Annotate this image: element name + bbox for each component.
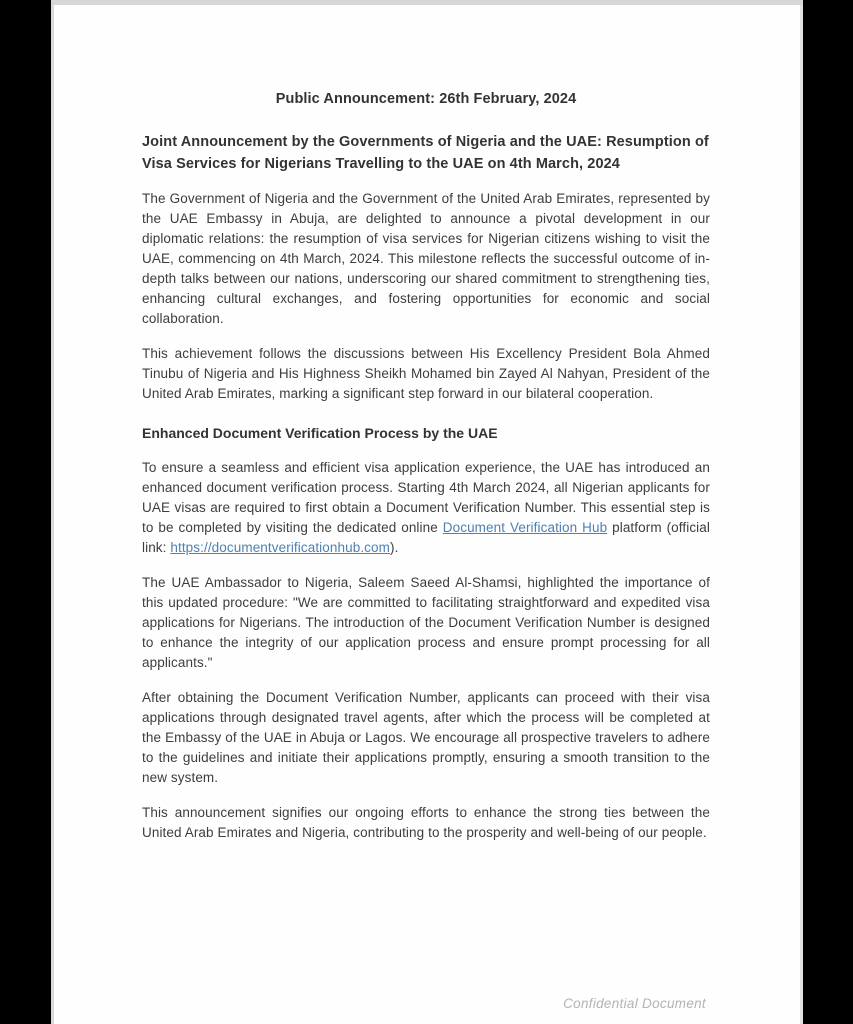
confidential-footer-label: Confidential Document xyxy=(563,996,706,1011)
paragraph-ambassador-quote: The UAE Ambassador to Nigeria, Saleem Saeed Al-Shamsi, highlighted the importance of this updated procedure: "We are committed to facilitating straightforward and expedited visa applications for Nigerians. The introduction of the Document Verification Number is designed to enhance the integrity of our application process and ensure prompt processing for all applicants." xyxy=(142,575,710,670)
document-verification-hub-link[interactable]: Document Verification Hub xyxy=(442,520,608,535)
right-black-bar xyxy=(803,0,853,1024)
paragraph-leaders: This achievement follows the discussions between His Excellency President Bola Ahmed Tinubu of Nigeria and His Highness Sheikh Mohamed bin Zayed Al Nahyan, President of the United Arab Emirates, marking a significant step forward in our bilateral cooperation. xyxy=(142,346,710,401)
verification-text-before: To ensure a seamless and efficient visa application experience, the UAE has introduced an enhanced document verification process. Starting 4th March 2024, all Nigerian applicants for UAE visas are required to first obtain a Document Verification Number. This essential step is to be completed by visiting the dedicated online xyxy=(142,460,710,535)
paragraph-introduction: The Government of Nigeria and the Government of the United Arab Emirates, represented by the UAE Embassy in Abuja, are delighted to announce a pivotal development in our diplomatic relations: the resumption of visa services for Nigerian citizens wishing to visit the UAE, commencing on 4th March, 2024. This milestone reflects the successful outcome of in-depth talks between our nations, underscoring our shared commitment to strengthening ties, enhancing cultural exchanges, and fostering opportunities for economic and social collaboration. xyxy=(142,191,710,326)
joint-announcement-heading: Joint Announcement by the Governments of Nigeria and the UAE: Resumption of Visa Services for Nigerians Travelling to the UAE on 4th March, 2024 xyxy=(142,134,709,172)
paragraph-application-process: After obtaining the Document Verification Number, applicants can proceed with their visa applications through designated travel agents, after which the process will be completed at the Embassy of the UAE in Abuja or Lagos. We encourage all prospective travelers to adhere to the guidelines and initiate their applications promptly, ensuring a smooth transition to the new system. xyxy=(142,690,710,785)
verification-text-middle: platform (official link: xyxy=(142,520,710,555)
document-verification-hub-url-link[interactable]: https://documentverificationhub.com xyxy=(170,540,390,555)
verification-process-subheading: Enhanced Document Verification Process by the UAE xyxy=(142,425,498,441)
document-content xyxy=(51,5,803,843)
document-page xyxy=(51,0,803,1024)
paragraph-verification xyxy=(142,458,710,558)
document-title: Public Announcement: 26th February, 2024 xyxy=(275,91,577,107)
paragraph-closing: This announcement signifies our ongoing efforts to enhance the strong ties between the United Arab Emirates and Nigeria, contributing to the prosperity and well-being of our people. xyxy=(142,805,710,840)
verification-text-after: ). xyxy=(389,540,399,555)
left-black-bar xyxy=(0,0,51,1024)
